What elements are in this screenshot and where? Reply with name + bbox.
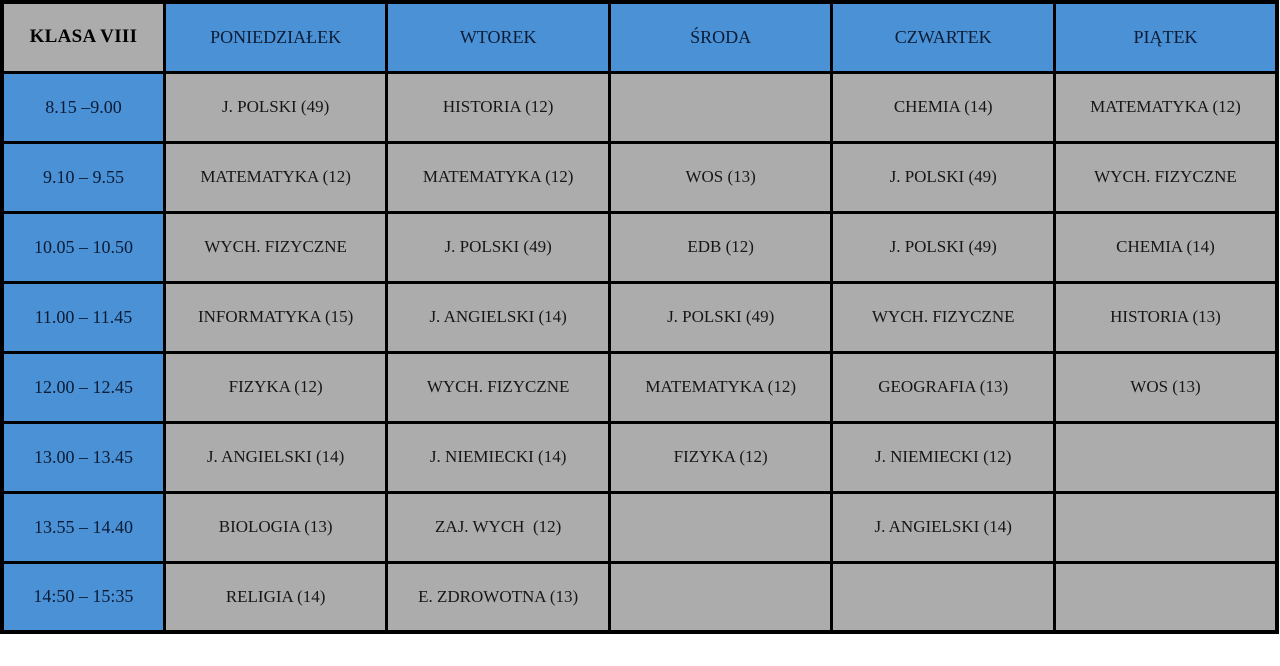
subject-cell <box>1054 492 1277 562</box>
subject-cell: J. NIEMIECKI (14) <box>387 422 610 492</box>
subject-cell <box>609 562 832 632</box>
subject-cell: J. POLSKI (49) <box>832 212 1055 282</box>
subject-cell: EDB (12) <box>609 212 832 282</box>
time-cell: 11.00 – 11.45 <box>2 282 164 352</box>
subject-cell: MATEMATYKA (12) <box>609 352 832 422</box>
subject-cell: CHEMIA (14) <box>1054 212 1277 282</box>
subject-cell: WYCH. FIZYCZNE <box>1054 142 1277 212</box>
time-cell: 8.15 –9.00 <box>2 72 164 142</box>
day-header-friday: PIĄTEK <box>1054 2 1277 72</box>
subject-cell: WOS (13) <box>609 142 832 212</box>
timetable-row <box>2 422 1277 492</box>
subject-cell: WOS (13) <box>1054 352 1277 422</box>
class-header-cell: KLASA VIII <box>2 2 164 72</box>
timetable-row <box>2 212 1277 282</box>
subject-cell: J. POLSKI (49) <box>387 212 610 282</box>
subject-cell <box>609 492 832 562</box>
subject-cell: INFORMATYKA (15) <box>164 282 387 352</box>
subject-cell: WYCH. FIZYCZNE <box>387 352 610 422</box>
subject-cell <box>609 72 832 142</box>
time-cell: 10.05 – 10.50 <box>2 212 164 282</box>
subject-cell: BIOLOGIA (13) <box>164 492 387 562</box>
subject-cell: FIZYKA (12) <box>164 352 387 422</box>
time-cell: 9.10 – 9.55 <box>2 142 164 212</box>
subject-cell: MATEMATYKA (12) <box>164 142 387 212</box>
subject-cell: J. NIEMIECKI (12) <box>832 422 1055 492</box>
subject-cell: J. POLSKI (49) <box>609 282 832 352</box>
timetable-row <box>2 72 1277 142</box>
time-cell: 12.00 – 12.45 <box>2 352 164 422</box>
time-cell: 14:50 – 15:35 <box>2 562 164 632</box>
subject-cell: E. ZDROWOTNA (13) <box>387 562 610 632</box>
time-cell: 13.55 – 14.40 <box>2 492 164 562</box>
subject-cell: J. ANGIELSKI (14) <box>387 282 610 352</box>
time-cell: 13.00 – 13.45 <box>2 422 164 492</box>
subject-cell <box>832 562 1055 632</box>
day-header-wednesday: ŚRODA <box>609 2 832 72</box>
subject-cell: J. POLSKI (49) <box>164 72 387 142</box>
timetable-row <box>2 352 1277 422</box>
timetable-row <box>2 282 1277 352</box>
subject-cell: HISTORIA (12) <box>387 72 610 142</box>
day-header-thursday: CZWARTEK <box>832 2 1055 72</box>
subject-cell: GEOGRAFIA (13) <box>832 352 1055 422</box>
subject-cell: MATEMATYKA (12) <box>1054 72 1277 142</box>
day-header-tuesday: WTOREK <box>387 2 610 72</box>
subject-cell: CHEMIA (14) <box>832 72 1055 142</box>
subject-cell: HISTORIA (13) <box>1054 282 1277 352</box>
subject-cell: J. ANGIELSKI (14) <box>832 492 1055 562</box>
timetable-row <box>2 492 1277 562</box>
subject-cell <box>1054 562 1277 632</box>
timetable-row <box>2 562 1277 632</box>
subject-cell: J. POLSKI (49) <box>832 142 1055 212</box>
subject-cell <box>1054 422 1277 492</box>
subject-cell: ZAJ. WYCH (12) <box>387 492 610 562</box>
subject-cell: J. ANGIELSKI (14) <box>164 422 387 492</box>
day-header-monday: PONIEDZIAŁEK <box>164 2 387 72</box>
subject-cell: RELIGIA (14) <box>164 562 387 632</box>
header-row <box>2 2 1277 72</box>
subject-cell: MATEMATYKA (12) <box>387 142 610 212</box>
subject-cell: FIZYKA (12) <box>609 422 832 492</box>
timetable-row <box>2 142 1277 212</box>
subject-cell: WYCH. FIZYCZNE <box>164 212 387 282</box>
subject-cell: WYCH. FIZYCZNE <box>832 282 1055 352</box>
